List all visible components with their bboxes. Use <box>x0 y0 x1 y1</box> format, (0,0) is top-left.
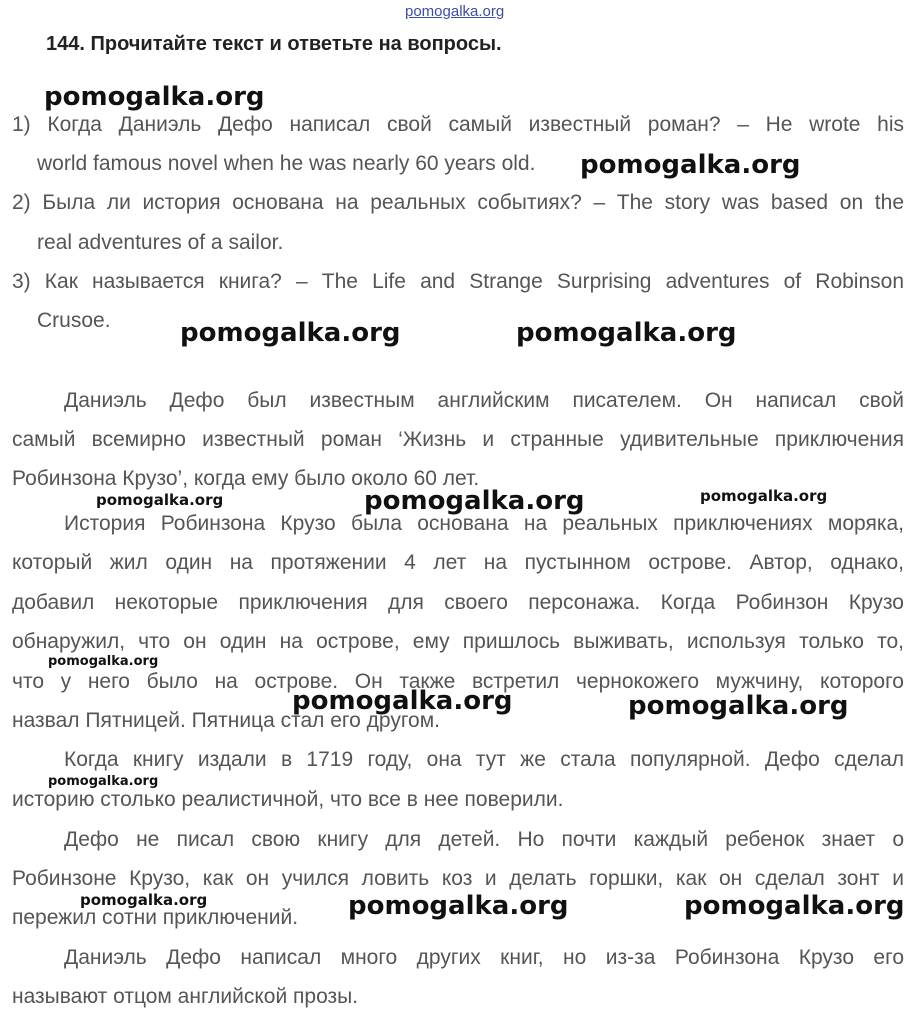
text-line: пережил сотни приключений. <box>12 906 299 929</box>
text-line: называют отцом английской прозы. <box>12 985 359 1008</box>
watermark: pomogalka.org <box>48 774 159 789</box>
watermark: pomogalka.org <box>48 654 159 669</box>
text-line: что у него было на острове. Он также встретил чернокожего мужчину, которого <box>12 670 904 693</box>
text-line: Робинзоне Крузо, как он учился ловить коз и делать горшки, как он сделал зонт и <box>12 867 904 890</box>
text-line: самый всемирно известный роман ‘Жизнь и странные удивительные приключения <box>12 428 904 451</box>
qa-line: Crusoe. <box>37 309 111 332</box>
qa-line: real adventures of a sailor. <box>37 231 284 254</box>
watermark: pomogalka.org <box>628 691 849 721</box>
watermark: pomogalka.org <box>516 318 737 348</box>
watermark: pomogalka.org <box>580 150 801 180</box>
text-line: История Робинзона Крузо была основана на реальных приключениях моряка, <box>64 512 904 535</box>
task-title: 144. Прочитайте текст и ответьте на вопросы. <box>46 33 502 55</box>
text-line: назвал Пятницей. Пятница стал его другом. <box>12 709 440 732</box>
qa-line: 3) Как называется книга? – The Life and Strange Surprising adventures of Robinson <box>12 270 904 293</box>
text-line: который жил один на протяжении 4 лет на пустынном острове. Автор, однако, <box>12 551 904 574</box>
site-link[interactable]: pomogalka.org <box>405 3 505 20</box>
qa-line: 1) Когда Даниэль Дефо написал свой самый известный роман? – He wrote his <box>12 113 904 136</box>
text-line: Дефо не писал свою книгу для детей. Но почти каждый ребенок знает о <box>64 828 904 851</box>
watermark: pomogalka.org <box>348 891 569 921</box>
text-line: историю столько реалистичной, что все в нее поверили. <box>12 788 564 811</box>
watermark: pomogalka.org <box>292 686 513 716</box>
text-line: Даниэль Дефо был известным английским писателем. Он написал свой <box>64 389 904 412</box>
watermark: pomogalka.org <box>684 891 905 921</box>
text-line: добавил некоторые приключения для своего персонажа. Когда Робинзон Крузо <box>12 591 904 614</box>
watermark: pomogalka.org <box>96 491 224 509</box>
qa-line: 2) Была ли история основана на реальных событиях? – The story was based on the <box>12 191 904 214</box>
qa-line: world famous novel when he was nearly 60 years old. <box>37 152 536 175</box>
text-line: Даниэль Дефо написал много других книг, но из-за Робинзона Крузо его <box>64 946 904 969</box>
watermark: pomogalka.org <box>364 486 585 516</box>
text-line: Когда книгу издали в 1719 году, она тут же стала популярной. Дефо сделал <box>64 748 904 771</box>
watermark: pomogalka.org <box>180 318 401 348</box>
watermark: pomogalka.org <box>44 82 265 112</box>
text-line: обнаружил, что он один на острове, ему пришлось выживать, используя только то, <box>12 630 904 653</box>
watermark: pomogalka.org <box>80 891 208 909</box>
text-line: Робинзона Крузо’, когда ему было около 60 лет. <box>12 467 480 490</box>
watermark: pomogalka.org <box>700 487 828 505</box>
